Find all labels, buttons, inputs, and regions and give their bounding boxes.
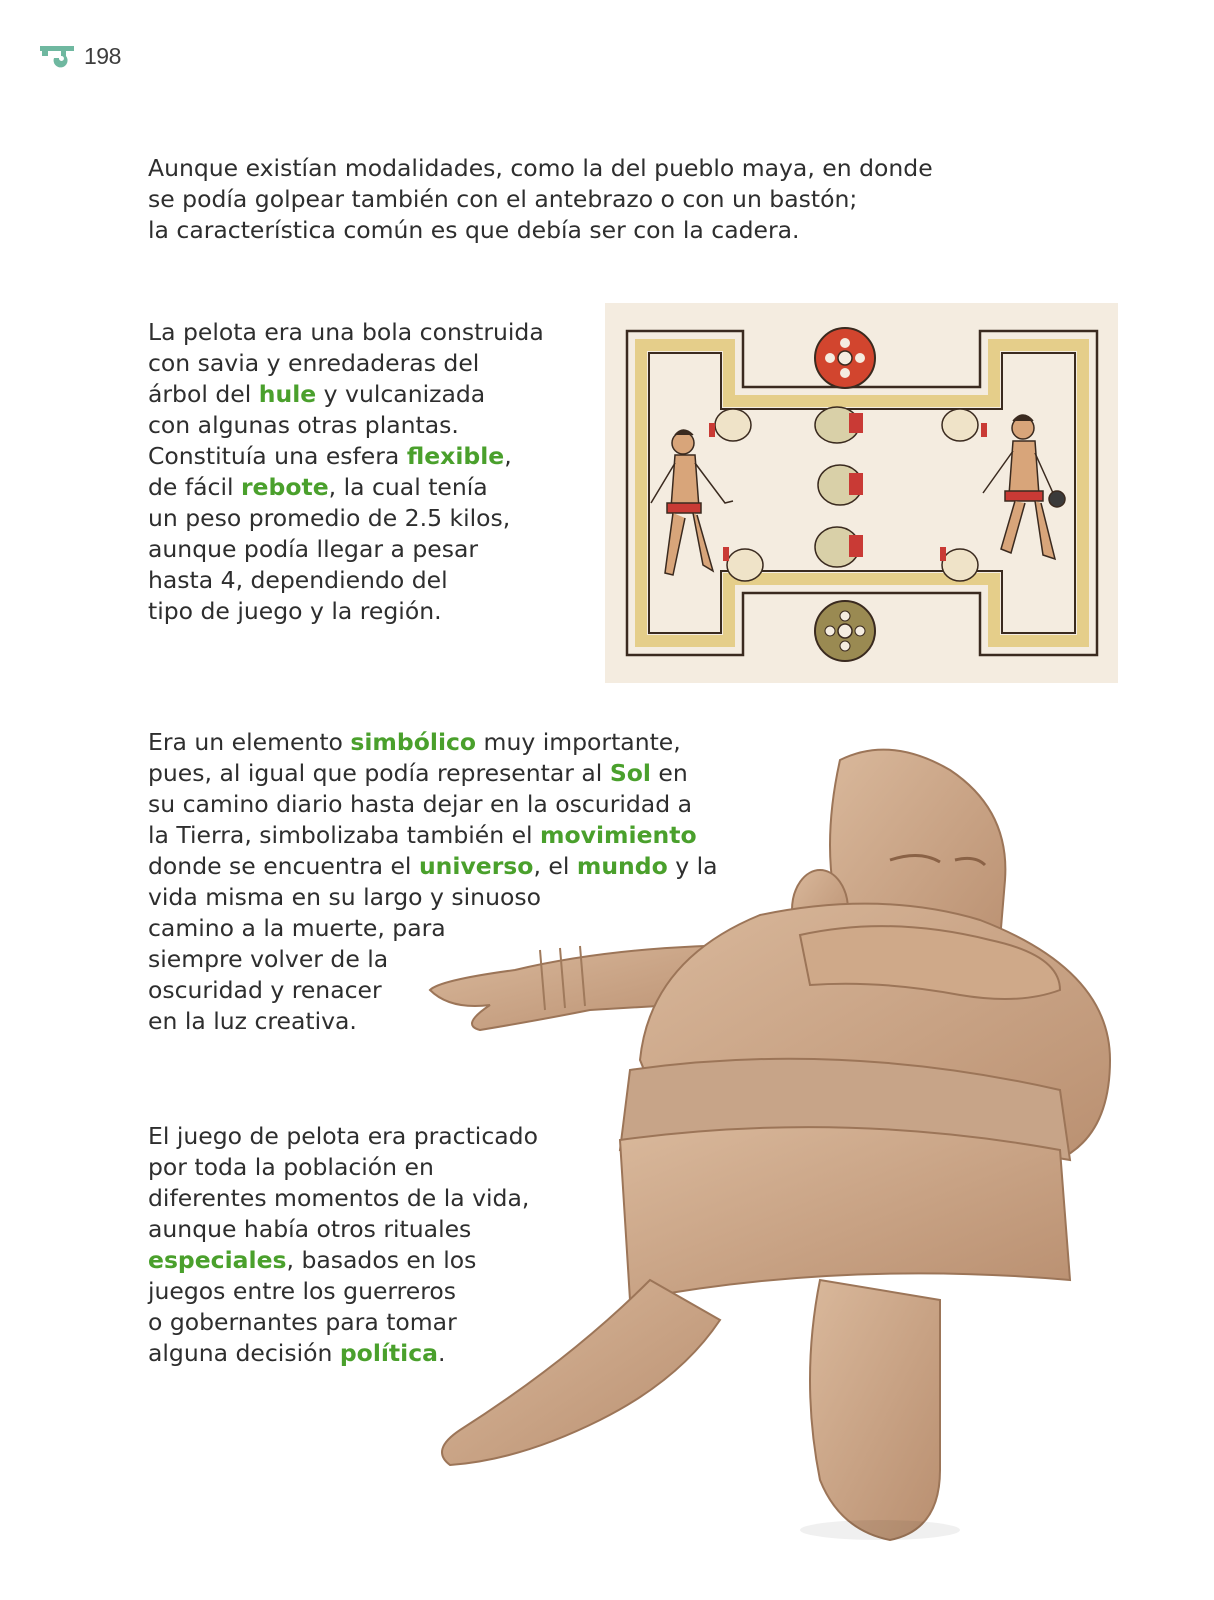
text-line: [148, 441, 544, 472]
text-line: o gobernantes para tomar: [148, 1308, 457, 1336]
text-line: Aunque existían modalidades, como la del pueblo maya, en donde: [148, 154, 933, 182]
text-line: un peso promedio de 2.5 kilos,: [148, 504, 511, 532]
text-span: pues, al igual que podía representar al: [148, 759, 610, 787]
text-span: alguna decisión: [148, 1339, 340, 1367]
text-span: la Tierra, simbolizaba también el: [148, 821, 541, 849]
text-line: se podía golpear también con el antebrazo o con un bastón;: [148, 185, 858, 213]
text-line: camino a la muerte, para: [148, 914, 446, 942]
feathered-serpent-motifs: [815, 407, 863, 567]
highlight-term: hule: [258, 380, 317, 408]
text-span: Era un elemento: [148, 728, 351, 756]
text-span: y vulcanizada: [316, 380, 486, 408]
text-line: El juego de pelota era practicado: [148, 1122, 538, 1150]
text-line: [148, 472, 544, 503]
ceramic-ballplayer-figurine: [420, 740, 1120, 1550]
text-span: Constituía una esfera: [148, 442, 407, 470]
highlight-term: política: [339, 1339, 439, 1367]
highlight-term: movimiento: [540, 821, 697, 849]
text-line: La pelota era una bola construida: [148, 318, 544, 346]
text-line: en la luz creativa.: [148, 1007, 357, 1035]
stepped-fret-icon: [38, 42, 76, 70]
text-line: su camino diario hasta dejar en la oscuridad a: [148, 790, 692, 818]
highlight-term: flexible: [406, 442, 505, 470]
page-header: [38, 42, 121, 70]
text-span: donde se encuentra el: [148, 852, 419, 880]
text-span: y la: [667, 852, 718, 880]
text-span: .: [438, 1339, 446, 1367]
text-span: de fácil: [148, 473, 241, 501]
text-span: muy importante,: [476, 728, 681, 756]
bottom-ring-marker: [815, 601, 875, 661]
ball-description-paragraph: [148, 317, 544, 627]
text-span: árbol del: [148, 380, 259, 408]
text-line: juegos entre los guerreros: [148, 1277, 457, 1305]
highlight-term: universo: [418, 852, 534, 880]
text-line: [148, 379, 544, 410]
text-line: aunque había otros rituales: [148, 1215, 472, 1243]
highlight-term: simbólico: [350, 728, 477, 756]
text-line: por toda la población en: [148, 1153, 434, 1181]
text-line: oscuridad y renacer: [148, 976, 382, 1004]
top-ring-marker: [815, 328, 875, 388]
text-span: en: [650, 759, 688, 787]
text-line: diferentes momentos de la vida,: [148, 1184, 530, 1212]
highlight-term: especiales: [148, 1246, 287, 1274]
text-line: la característica común es que debía ser con la cadera.: [148, 216, 800, 244]
text-line: con savia y enredaderas del: [148, 349, 480, 377]
text-line: hasta 4, dependiendo del: [148, 566, 448, 594]
highlight-term: Sol: [609, 759, 651, 787]
highlight-term: mundo: [576, 852, 668, 880]
page-number: 198: [84, 42, 121, 69]
text-line: aunque podía llegar a pesar: [148, 535, 479, 563]
codex-ballcourt-illustration: [605, 303, 1118, 683]
intro-paragraph: [148, 153, 933, 246]
text-span: , basados en los: [286, 1246, 477, 1274]
text-line: tipo de juego y la región.: [148, 597, 442, 625]
text-line: vida misma en su largo y sinuoso: [148, 883, 541, 911]
text-span: ,: [504, 442, 512, 470]
highlight-term: rebote: [240, 473, 329, 501]
text-line: siempre volver de la: [148, 945, 389, 973]
text-span: , el: [533, 852, 577, 880]
text-span: , la cual tenía: [328, 473, 488, 501]
text-line: con algunas otras plantas.: [148, 411, 459, 439]
